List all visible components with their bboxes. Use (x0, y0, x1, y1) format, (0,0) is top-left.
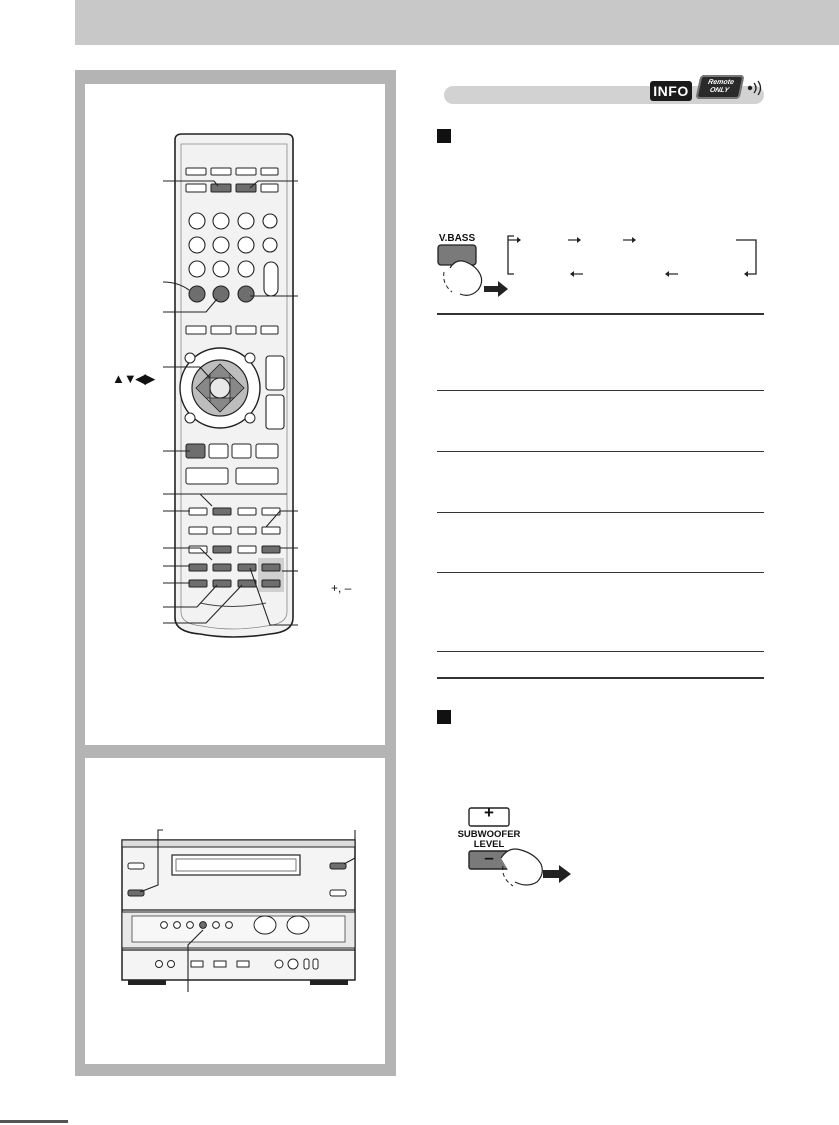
cursor-keys-label: ▲▼◀▶ (112, 371, 154, 386)
remote-only-badge (695, 75, 744, 99)
remote-only-line1: Remote (707, 79, 735, 86)
table-rule (437, 572, 764, 573)
footer-rule (0, 1120, 68, 1123)
remote-only-line2: ONLY (709, 87, 730, 94)
table-rule (437, 512, 764, 513)
table-rule (437, 390, 764, 391)
remote-control-illustration (85, 84, 385, 747)
main-unit-illustration (85, 758, 385, 1064)
subwoofer-label-line2: LEVEL (473, 839, 505, 850)
table-rule (437, 451, 764, 452)
plus-minus-label: +, – (331, 581, 352, 595)
table-rule (437, 677, 764, 679)
table-rule (437, 313, 764, 315)
table-rule (437, 651, 764, 652)
subwoofer-plus-label: + (484, 803, 494, 822)
subwoofer-minus-label: – (484, 848, 494, 867)
square-bullet-icon (437, 129, 451, 143)
info-badge: INFO (650, 81, 692, 101)
vbass-cycle-diagram (500, 230, 770, 282)
vbass-button-label: V.BASS (438, 233, 476, 244)
square-bullet-icon (437, 710, 451, 724)
subwoofer-label-line1: SUBWOOFER (457, 829, 521, 840)
header-bar (75, 0, 839, 45)
signal-waves-icon (746, 78, 768, 98)
